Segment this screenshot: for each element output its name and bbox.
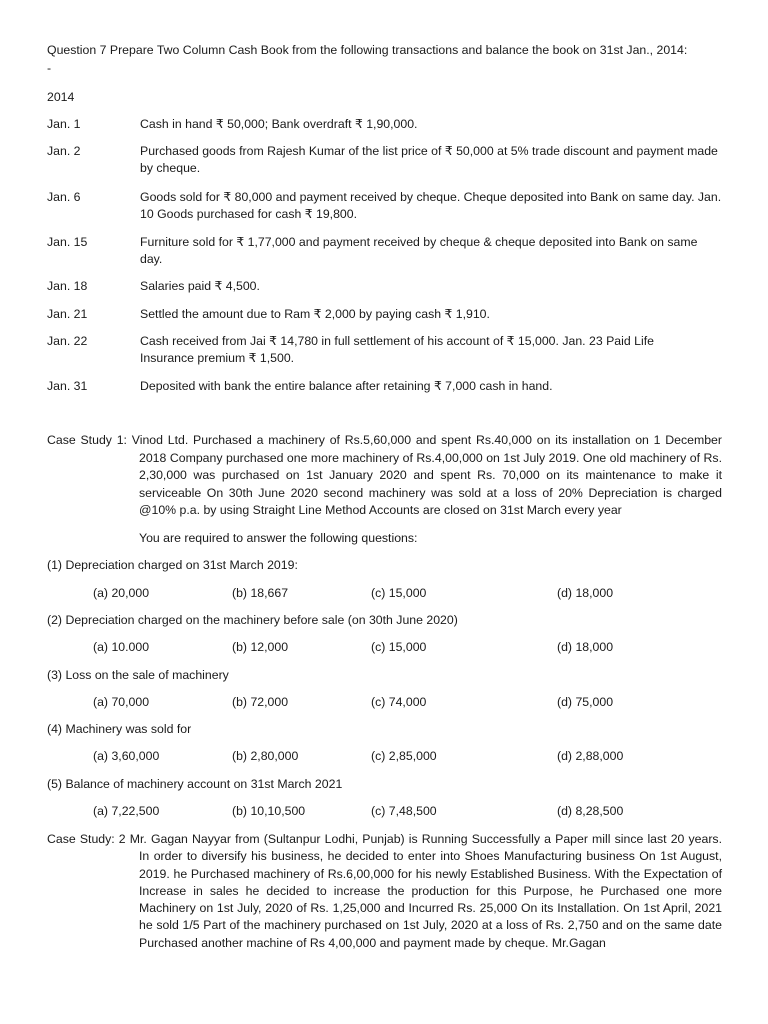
- question-2: (2) Depreciation charged on the machinery before sale (on 30th June 2020): [47, 613, 458, 627]
- case-study-2-text: Case Study: 2 Mr. Gagan Nayyar from (Sultanpur Lodhi, Punjab) is Running Successfully a Paper mill since last 20 years. In order to diversify his business, he decided to enter into Shoes Manufacturing business On 1st August, 2019. he Purchased machinery of Rs.6,00,000 for his newly Established Business. With the Expectation of Increase in sales he decided to increase the production for this Purpose, he Purchased one more Machinery on 1st July, 2020 of Rs. 1,25,000 and Incurred Rs. 25,000 On its Installation. On 1st April, 2021 he sold 1/5 Part of the machinery purchased on 1st July, 2020 at a loss of Rs. 2,750 and on the same date Purchased another machine of Rs 4,00,000 and payment made by cheque. Mr.Gagan: [47, 832, 722, 950]
- option-d: (d) 2,88,000: [557, 749, 624, 763]
- option-a: (a) 7,22,500: [93, 804, 160, 818]
- transaction-date: Jan. 2: [47, 144, 81, 158]
- option-c: (c) 15,000: [371, 586, 427, 600]
- case-study-1-instruction: You are required to answer the following questions:: [139, 531, 418, 545]
- option-a: (a) 70,000: [93, 695, 150, 709]
- option-c: (c) 15,000: [371, 640, 427, 654]
- option-b: (b) 2,80,000: [232, 749, 299, 763]
- transaction-text: Cash in hand ₹ 50,000; Bank overdraft ₹ 1,90,000.: [140, 117, 418, 131]
- transaction-text: Furniture sold for ₹ 1,77,000 and payment received by cheque & cheque deposited into Bank on same day.: [140, 235, 698, 266]
- option-d: (d) 75,000: [557, 695, 614, 709]
- option-c: (c) 74,000: [371, 695, 427, 709]
- transaction-text: Deposited with bank the entire balance after retaining ₹ 7,000 cash in hand.: [140, 379, 553, 393]
- option-b: (b) 18,667: [232, 586, 289, 600]
- option-b: (b) 10,10,500: [232, 804, 306, 818]
- transaction-text: Cash received from Jai ₹ 14,780 in full settlement of his account of ₹ 15,000. Jan. 23 Paid Life Insurance premium ₹ 1,500.: [140, 334, 654, 365]
- option-c: (c) 2,85,000: [371, 749, 437, 763]
- transaction-date: Jan. 6: [47, 190, 81, 204]
- transaction-date: Jan. 15: [47, 235, 88, 249]
- question-1: (1) Depreciation charged on 31st March 2019:: [47, 558, 298, 572]
- option-a: (a) 10.000: [93, 640, 150, 654]
- question-3: (3) Loss on the sale of machinery: [47, 668, 229, 682]
- option-b: (b) 72,000: [232, 695, 289, 709]
- option-d: (d) 8,28,500: [557, 804, 624, 818]
- transaction-text: Purchased goods from Rajesh Kumar of the list price of ₹ 50,000 at 5% trade discount and payment made by cheque.: [140, 144, 718, 175]
- transaction-date: Jan. 1: [47, 117, 81, 131]
- year-label: 2014: [47, 90, 75, 104]
- option-d: (d) 18,000: [557, 586, 614, 600]
- option-d: (d) 18,000: [557, 640, 614, 654]
- option-b: (b) 12,000: [232, 640, 289, 654]
- question-4: (4) Machinery was sold for: [47, 722, 192, 736]
- transaction-date: Jan. 22: [47, 334, 88, 348]
- option-a: (a) 3,60,000: [93, 749, 160, 763]
- option-c: (c) 7,48,500: [371, 804, 437, 818]
- transaction-date: Jan. 31: [47, 379, 88, 393]
- option-a: (a) 20,000: [93, 586, 150, 600]
- question-5: (5) Balance of machinery account on 31st March 2021: [47, 777, 343, 791]
- transaction-text: Salaries paid ₹ 4,500.: [140, 279, 260, 293]
- transaction-date: Jan. 18: [47, 279, 88, 293]
- transaction-text: Goods sold for ₹ 80,000 and payment received by cheque. Cheque deposited into Bank on same day. Jan. 10 Goods purchased for cash ₹ 19,800.: [140, 190, 722, 221]
- heading-dash: -: [47, 61, 52, 75]
- question-7-heading: Question 7 Prepare Two Column Cash Book from the following transactions and balance the book on 31st Jan., 2014:: [47, 43, 688, 57]
- transaction-date: Jan. 21: [47, 307, 88, 321]
- transaction-text: Settled the amount due to Ram ₹ 2,000 by paying cash ₹ 1,910.: [140, 307, 490, 321]
- case-study-1-text: Case Study 1: Vinod Ltd. Purchased a machinery of Rs.5,60,000 and spent Rs.40,000 on its installation on 1 December 2018 Company purchased one more machinery of Rs.4,00,000 on 1st July 2019. One old machinery of Rs. 2,30,000 was purchased on 1st January 2020 and spent Rs. 70,000 on its maintenance to make it serviceable On 30th June 2020 second machinery was sold at a loss of 20% Depreciation is charged @10% p.a. by using Straight Line Method Accounts are closed on 31st March every year: [47, 433, 722, 518]
